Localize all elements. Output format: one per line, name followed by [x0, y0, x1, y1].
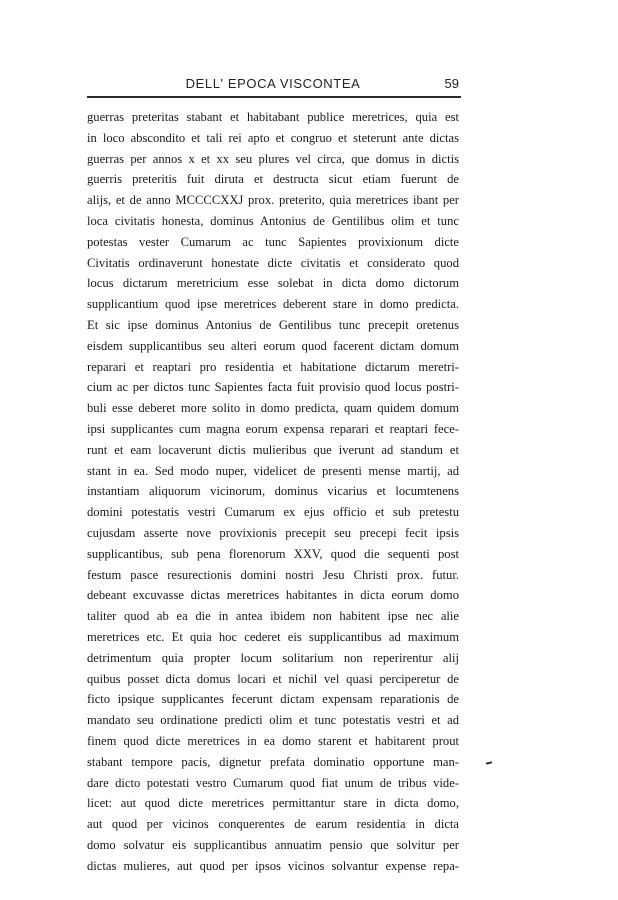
text-line: finem quod dicte meretrices in ea domo starent et habitarent prout [87, 733, 459, 748]
text-line: alijs, et de anno MCCCCXXJ prox. preterito, quia meretrices ibant per [87, 193, 459, 208]
text-line: mandato seu ordinatione predicti olim et tunc potestatis vestri et ad [87, 713, 459, 728]
text-line: dare dicto potestati vestro Cumarum quod fiat unum de tribus vide- [87, 775, 459, 790]
text-line: reparari et reaptari pro residentia et habitatione dictarum meretri- [87, 359, 459, 374]
text-line: supplicantium quod ipse meretrices deberent stare in domo predicta. [87, 297, 459, 312]
running-header [87, 76, 459, 96]
body-text [87, 107, 459, 876]
running-title: DELL' EPOCA VISCONTEA [185, 76, 361, 91]
header-rule [87, 96, 461, 98]
text-line: guerris preteritis fuit diruta et destructa sicut etiam fuerunt de [87, 172, 459, 187]
text-line: festum pasce resurectionis domini nostri Jesu Christi prox. futur. [87, 567, 459, 582]
text-line: runt et eam locaverunt dictis mulieribus que iverunt ad standum et [87, 442, 459, 457]
text-line: ficto ipsique supplicantes fecerunt dictam expensam reparationis de [87, 692, 459, 707]
text-line: Civitatis ordinaverunt honestate dicte civitatis et considerato quod [87, 255, 459, 270]
ink-speck [486, 761, 492, 764]
text-line: eisdem supplicantibus seu alteri eorum quod facerent dictam domum [87, 338, 459, 353]
text-line: buli esse deberet more solito in domo predicta, quam quidem domum [87, 401, 459, 416]
text-line: licet: aut quod dicte meretrices permittantur stare in dicta domo, [87, 796, 459, 811]
text-line: locus dictarum meretricium esse solebat in dicta domo dictorum [87, 276, 459, 291]
text-line: quibus posset dicta domus locari et nichil vel quasi perciperetur de [87, 671, 459, 686]
text-line: domini potestatis vestri Cumarum ex ejus officio et sub pretestu [87, 505, 459, 520]
text-line: ipsi supplicantes cum magna eorum expensa reparari et reaptari fece- [87, 421, 459, 436]
page-number: 59 [444, 76, 459, 91]
text-line: taliter quod ab ea die in antea ibidem non habitent ipse nec alie [87, 609, 459, 624]
text-line: potestas vester Cumarum ac tunc Sapientes provixionum dicte [87, 234, 459, 249]
text-line: in loco abscondito et tali rei apto et congruo et steterunt ante dictas [87, 130, 459, 145]
text-line: stant in ea. Sed modo nuper, videlicet de presenti mense martij, ad [87, 463, 459, 478]
text-line: instantiam aliquorum vicinorum, dominus vicarius et locumtenens [87, 484, 459, 499]
text-line: guerras per annos x et xx seu plures vel circa, que domus in dictis [87, 151, 459, 166]
text-line: guerras preteritas stabant et habitabant publice meretrices, quia est [87, 110, 459, 124]
text-line: loca civitatis honesta, dominus Antonius de Gentilibus olim et tunc [87, 213, 459, 228]
text-line: domo solvatur eis supplicantibus annuatim pensio que solvitur per [87, 837, 459, 852]
text-line: cium ac per dictos tunc Sapientes facta fuit provisio quod locus postri- [87, 380, 459, 395]
text-line: meretrices etc. Et quia hoc cederet eis supplicantibus ad maximum [87, 629, 459, 644]
text-line: cujusdam asserte nove provixionis precepit seu precepi fecit ipsis [87, 525, 459, 540]
text-line: Et sic ipse dominus Antonius de Gentilibus tunc precepit oretenus [87, 317, 459, 332]
text-line: stabant tempore pacis, dignetur prefata dominatio opportune man- [87, 754, 459, 769]
text-line: aut quod per vicinos conquerentes de earum residentia in dicta [87, 817, 459, 832]
text-line: detrimentum quia propter locum solitarium non reperirentur alij [87, 650, 459, 665]
text-line: debeant excuvasse dictas meretrices habitantes in dicta eorum domo [87, 588, 459, 603]
text-line: supplicantibus, sub pena florenorum XXV, quod die sequenti post [87, 546, 459, 561]
text-line: dictas mulieres, aut quod per ipsos vicinos solvantur expense repa- [87, 858, 459, 873]
